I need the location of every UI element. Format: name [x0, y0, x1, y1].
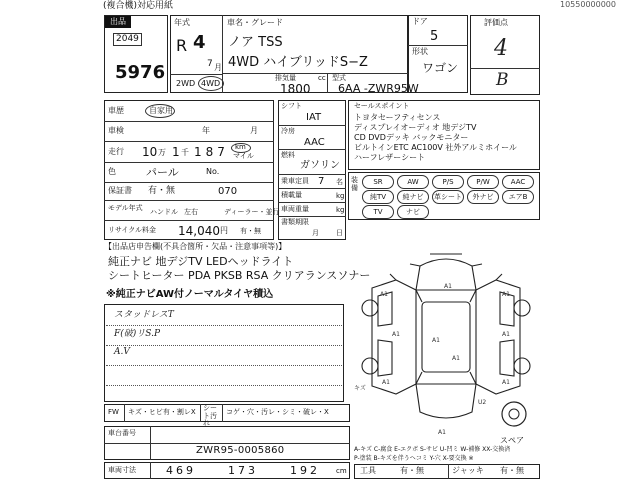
car-grade: 4WD ハイブリッドS−Z [228, 55, 368, 70]
jack-label: ジャッキ [452, 466, 484, 475]
lot-small-no: 2049 [113, 33, 142, 46]
mileage-sen-unit: 千 [181, 148, 189, 157]
cc-unit: cc [318, 74, 326, 82]
jack-value: 有・無 [500, 466, 524, 475]
expiry-month: 月 [312, 229, 319, 237]
inspection-month-unit: 月 [250, 126, 258, 135]
lot-number: 5976 [115, 62, 166, 83]
weight-unit: kg [336, 206, 345, 214]
recycle-yen: 円 [220, 226, 228, 235]
vin-label: 車台番号 [108, 429, 136, 437]
notes-line-2: シートヒーター PDA PKSB RSA クリアランスソナー [108, 269, 371, 282]
color-value: パール [146, 166, 179, 179]
expiry-label: 書類期限 [281, 218, 309, 226]
diagram-annotation: A1 [502, 379, 510, 386]
equipment-item: TV [362, 205, 394, 219]
drive-2wd: 2WD [176, 79, 196, 88]
tool-value: 有・無 [400, 466, 424, 475]
mileage-man: 10 [142, 145, 158, 159]
equipment-item: 純ナビ [397, 190, 429, 204]
equipment-item: エアB [502, 190, 534, 204]
body-type: ワゴン [422, 61, 459, 75]
sales-point-line: トヨタセーフティセンス [354, 113, 441, 122]
body-label: 形状 [412, 47, 428, 56]
notes-label: 【出品店申告欄(不具合箇所・欠品・注意事項等)】 [104, 242, 287, 251]
displacement: 1800 [280, 82, 311, 96]
drive-4wd: 4WD [201, 79, 221, 88]
shift-label: シフト [281, 102, 302, 110]
equipment-item: P/W [467, 175, 499, 189]
sheet-label: シート汚れ [203, 404, 217, 428]
recycle-status: 有・無 [240, 227, 261, 235]
fw-text: キズ・ヒビ有・割レX [128, 408, 196, 416]
grade-label: 評価点 [484, 18, 508, 27]
name-grade-label: 車名・グレード [227, 18, 283, 27]
notes-line-1: 純正ナビ 地デジTV LEDヘッドライト [108, 255, 294, 268]
size-label: 車両寸法 [108, 466, 136, 474]
size-length: 469 [166, 464, 196, 477]
inspection-label: 車検 [108, 126, 124, 135]
equipment-label: 装備 [351, 176, 358, 193]
diagram-annotation: A1 [432, 337, 440, 344]
capacity-value: 7 [318, 176, 325, 187]
equipment-item: 純TV [362, 190, 394, 204]
equipment-item: SR [362, 175, 394, 189]
model-code: 6AA -ZWR95W [338, 82, 419, 95]
inspector-note: F(破)リS.P [114, 329, 161, 339]
era: R [176, 36, 188, 55]
handle-label: ハンドル [150, 208, 178, 216]
inspector-note: スタッドレスT [114, 310, 174, 320]
model-label: 型式 [332, 74, 346, 82]
fw-label: FW [108, 408, 119, 416]
car-name: ノア TSS [228, 35, 283, 50]
warranty-value: 有・無 [148, 186, 176, 196]
ac-value: AAC [304, 137, 325, 148]
equipment-item: 革シート [432, 190, 464, 204]
model-year-label: モデル年式 [108, 204, 143, 212]
interior-score: B [496, 70, 509, 90]
spare-label: スペア [500, 436, 524, 445]
month-value: 7 [207, 59, 213, 69]
damage-key-2: P-塗装 B-キズを伴うヘコミ Y-穴 X-要交換 ※ [354, 455, 474, 462]
dealer-label: ディーラー・並行 [224, 208, 280, 216]
recycle-value: 14,040 [178, 224, 220, 238]
handle-value: 左右 [184, 208, 198, 216]
fuel-label: 燃料 [281, 151, 295, 159]
tool-label: 工具 [360, 466, 376, 475]
sales-point-line: ビルトインETC AC100V 社外アルミホイール [354, 143, 517, 152]
damage-key-1: A-キズ C-腐食 E-エクボ S-サビ U-凹ミ W-補修 XX-交換済 [354, 446, 511, 453]
diagram-annotation: A1 [380, 291, 388, 298]
plate-label: 車歴 [108, 106, 124, 115]
expiry-day: 日 [336, 229, 343, 237]
year-value: 4 [193, 32, 206, 53]
size-width: 173 [228, 464, 258, 477]
sales-point-line: ハーフレザーシート [354, 153, 426, 162]
sheet-text: コゲ・穴・汚レ・シミ・破レ・X [226, 408, 329, 416]
doors: 5 [430, 29, 439, 44]
load-label: 積載量 [281, 191, 302, 199]
km-unit: km [235, 143, 246, 151]
vin-value: ZWR95-0005860 [196, 445, 285, 456]
diagram-annotation: A1 [438, 429, 446, 436]
color-code: 070 [218, 186, 238, 197]
shift-value: IAT [306, 112, 322, 123]
sales-point-line: CD DVDデッキ バックモニター [354, 133, 469, 142]
diagram-annotation: A1 [392, 331, 400, 338]
mileage-rest: 187 [194, 145, 229, 159]
mile-unit: マイル [233, 152, 254, 160]
inspection-year-unit: 年 [202, 126, 210, 135]
capacity-unit: 名 [336, 178, 343, 186]
capacity-label: 乗車定員 [281, 177, 309, 185]
equipment-item: AAC [502, 175, 534, 189]
diagram-annotation: A1 [382, 379, 390, 386]
color-label: 色 [108, 167, 116, 176]
diagram-annotation: A1 [502, 331, 510, 338]
door-label: ドア [412, 17, 428, 26]
diagram-annotation: U2 [478, 399, 487, 406]
equipment-item: 外ナビ [467, 190, 499, 204]
mileage-sen: 1 [172, 145, 180, 159]
lot-ribbon-text: 出品No. [110, 17, 126, 38]
grade-score: 4 [494, 36, 508, 61]
color-no-label: No. [206, 167, 220, 176]
diagram-annotation: A1 [444, 283, 452, 290]
fuel-value: ガソリン [300, 160, 340, 171]
year-label: 年式 [174, 18, 190, 27]
equipment-item: AW [397, 175, 429, 189]
notes-stamp: ※純正ナビAW付ノーマルタイヤ積込 [106, 289, 274, 300]
sales-points-label: セールスポイント [354, 102, 410, 110]
size-unit: cm [336, 467, 347, 475]
lot-ribbon [105, 16, 131, 38]
displacement-label: 排気量 [275, 74, 296, 82]
sales-point-line: ディスプレイオーディオ 地デジTV [354, 123, 477, 132]
recycle-label: リサイクル料金 [108, 226, 157, 234]
form-top-note: (複合機)対応用紙 [103, 1, 174, 11]
lot-box [104, 15, 168, 93]
diagram-annotation: A1 [502, 291, 510, 298]
size-height: 192 [290, 464, 320, 477]
load-unit: kg [336, 192, 345, 200]
diagram-annotation: キズ [354, 385, 366, 392]
month-suffix: 月 [214, 63, 222, 72]
inspector-note: A.V [114, 347, 130, 357]
ac-label: 冷房 [281, 127, 295, 135]
equipment-item: P/S [432, 175, 464, 189]
equipment-item: ナビ [397, 205, 429, 219]
plate-value: 自家用 [149, 106, 173, 115]
form-top-number: 10550000000 [560, 0, 616, 9]
spare-tire-icon [496, 400, 532, 434]
weight-label: 車両重量 [281, 205, 309, 213]
mileage-label: 走行 [108, 147, 124, 156]
mileage-man-unit: 万 [158, 148, 166, 157]
warranty-label: 保証書 [108, 186, 132, 195]
diagram-annotation: A1 [452, 355, 460, 362]
